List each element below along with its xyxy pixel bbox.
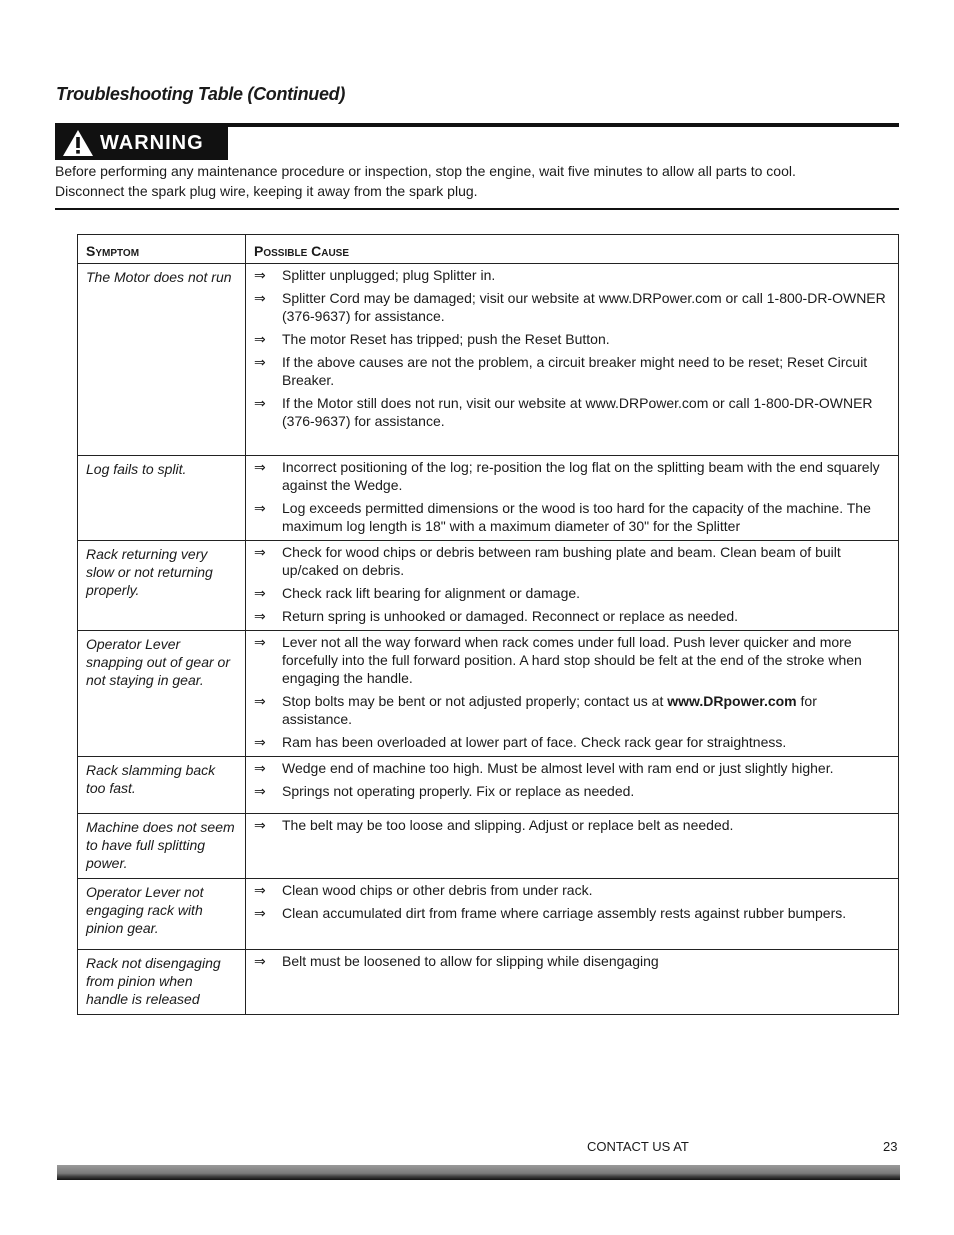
cause-text: Log exceeds permitted dimensions or the wood is too hard for the capacity of the machine. The maximum log length is 18" with a maximum diameter of 30" for the Splitter xyxy=(282,500,871,534)
causes-cell xyxy=(246,814,899,879)
double-arrow-icon: ⇒ xyxy=(254,905,266,921)
cause-item xyxy=(254,759,890,777)
table-row xyxy=(78,631,899,757)
double-arrow-icon: ⇒ xyxy=(254,500,266,516)
double-arrow-icon: ⇒ xyxy=(254,783,266,799)
cause-text: Ram has been overloaded at lower part of face. Check rack gear for straightness. xyxy=(282,734,787,750)
double-arrow-icon: ⇒ xyxy=(254,290,266,306)
cause-item xyxy=(254,330,890,348)
warning-bottom-rule xyxy=(55,208,899,210)
footer-contact: CONTACT US AT xyxy=(587,1139,689,1154)
cause-text: If the Motor still does not run, visit our website at www.DRPower.com or call 1-800-DR-OWNER (376-9637) for assistance. xyxy=(282,395,873,429)
warning-triangle-icon xyxy=(62,129,94,157)
warning-body xyxy=(55,161,900,201)
cause-text: The belt may be too loose and slipping. Adjust or replace belt as needed. xyxy=(282,817,734,833)
header-symptom: Symptom xyxy=(78,235,246,264)
table-row xyxy=(78,456,899,541)
double-arrow-icon: ⇒ xyxy=(254,354,266,370)
cause-text: Splitter Cord may be damaged; visit our website at www.DRPower.com or call 1-800-DR-OWNER (376-9637) for assistance. xyxy=(282,290,886,324)
warning-line-2: Disconnect the spark plug wire, keeping it away from the spark plug. xyxy=(55,183,478,199)
cause-text: Belt must be loosened to allow for slipping while disengaging xyxy=(282,953,659,969)
cause-item xyxy=(254,881,890,899)
causes-cell xyxy=(246,631,899,757)
cause-item xyxy=(254,266,890,284)
cause-item xyxy=(254,782,890,800)
double-arrow-icon: ⇒ xyxy=(254,395,266,411)
cause-text: Springs not operating properly. Fix or replace as needed. xyxy=(282,783,635,799)
causes-cell xyxy=(246,757,899,814)
cause-text: Return spring is unhooked or damaged. Reconnect or replace as needed. xyxy=(282,608,739,624)
table-row xyxy=(78,757,899,814)
cause-item xyxy=(254,289,890,325)
troubleshooting-table xyxy=(77,234,899,1015)
symptom-cell: Rack not disengaging from pinion when handle is released xyxy=(78,950,246,1015)
cause-text: Stop bolts may be bent or not adjusted properly; contact us at www.DRpower.com for assistance. xyxy=(282,693,817,727)
symptom-cell: Log fails to split. xyxy=(78,456,246,541)
cause-text: The motor Reset has tripped; push the Reset Button. xyxy=(282,331,610,347)
double-arrow-icon: ⇒ xyxy=(254,608,266,624)
double-arrow-icon: ⇒ xyxy=(254,760,266,776)
double-arrow-icon: ⇒ xyxy=(254,882,266,898)
causes-cell xyxy=(246,456,899,541)
cause-item xyxy=(254,633,890,687)
symptom-cell: Rack returning very slow or not returning properly. xyxy=(78,541,246,631)
double-arrow-icon: ⇒ xyxy=(254,331,266,347)
double-arrow-icon: ⇒ xyxy=(254,693,266,709)
table-row xyxy=(78,264,899,456)
double-arrow-icon: ⇒ xyxy=(254,544,266,560)
cause-item xyxy=(254,584,890,602)
cause-text: If the above causes are not the problem, a circuit breaker might need to be reset; Reset Circuit Breaker. xyxy=(282,354,868,388)
section-title: Troubleshooting Table (Continued) xyxy=(56,84,346,104)
header-possible-cause: Possible Cause xyxy=(246,235,899,264)
double-arrow-icon: ⇒ xyxy=(254,734,266,750)
symptom-cell: The Motor does not run xyxy=(78,264,246,456)
table-header-row xyxy=(78,235,899,264)
cause-item xyxy=(254,904,890,922)
causes-cell xyxy=(246,879,899,950)
causes-cell xyxy=(246,950,899,1015)
page-number: 23 xyxy=(883,1139,898,1154)
symptom-cell: Operator Lever snapping out of gear or not staying in gear. xyxy=(78,631,246,757)
cause-item xyxy=(254,543,890,579)
warning-label xyxy=(55,126,228,160)
cause-text: Splitter unplugged; plug Splitter in. xyxy=(282,267,496,283)
symptom-cell: Rack slamming back too fast. xyxy=(78,757,246,814)
cause-item xyxy=(254,952,890,970)
table-row xyxy=(78,950,899,1015)
cause-item xyxy=(254,499,890,535)
cause-text: Check rack lift bearing for alignment or damage. xyxy=(282,585,581,601)
cause-item xyxy=(254,692,890,728)
table-row xyxy=(78,814,899,879)
symptom-cell: Operator Lever not engaging rack with pinion gear. xyxy=(78,879,246,950)
cause-item xyxy=(254,353,890,389)
double-arrow-icon: ⇒ xyxy=(254,953,266,969)
cause-item xyxy=(254,816,890,834)
causes-cell xyxy=(246,264,899,456)
footer-bar xyxy=(57,1165,900,1180)
cause-text: Clean wood chips or other debris from under rack. xyxy=(282,882,593,898)
double-arrow-icon: ⇒ xyxy=(254,459,266,475)
table-body xyxy=(78,264,899,1015)
double-arrow-icon: ⇒ xyxy=(254,634,266,650)
website-link[interactable]: www.DRpower.com xyxy=(667,693,797,709)
cause-text: Lever not all the way forward when rack comes under full load. Push lever quicker and more forcefully into the full forward position. A hard stop should be felt at the end of the stroke when engaging the handle. xyxy=(282,634,862,686)
cause-text: Incorrect positioning of the log; re-position the log flat on the splitting beam with the end squarely against the Wedge. xyxy=(282,459,880,493)
cause-item xyxy=(254,733,890,751)
causes-cell xyxy=(246,541,899,631)
warning-line-1: Before performing any maintenance procedure or inspection, stop the engine, wait five minutes to allow all parts to cool. xyxy=(55,163,796,179)
symptom-cell: Machine does not seem to have full splitting power. xyxy=(78,814,246,879)
double-arrow-icon: ⇒ xyxy=(254,585,266,601)
cause-item xyxy=(254,607,890,625)
table-row xyxy=(78,541,899,631)
cause-text: Wedge end of machine too high. Must be almost level with ram end or just slightly higher. xyxy=(282,760,834,776)
double-arrow-icon: ⇒ xyxy=(254,267,266,283)
table-row xyxy=(78,879,899,950)
warning-label-text: WARNING xyxy=(100,131,204,154)
cause-text: Check for wood chips or debris between ram bushing plate and beam. Clean beam of built up/caked on debris. xyxy=(282,544,841,578)
cause-item xyxy=(254,458,890,494)
double-arrow-icon: ⇒ xyxy=(254,817,266,833)
cause-text: Clean accumulated dirt from frame where carriage assembly rests against rubber bumpers. xyxy=(282,905,847,921)
cause-item xyxy=(254,394,890,430)
